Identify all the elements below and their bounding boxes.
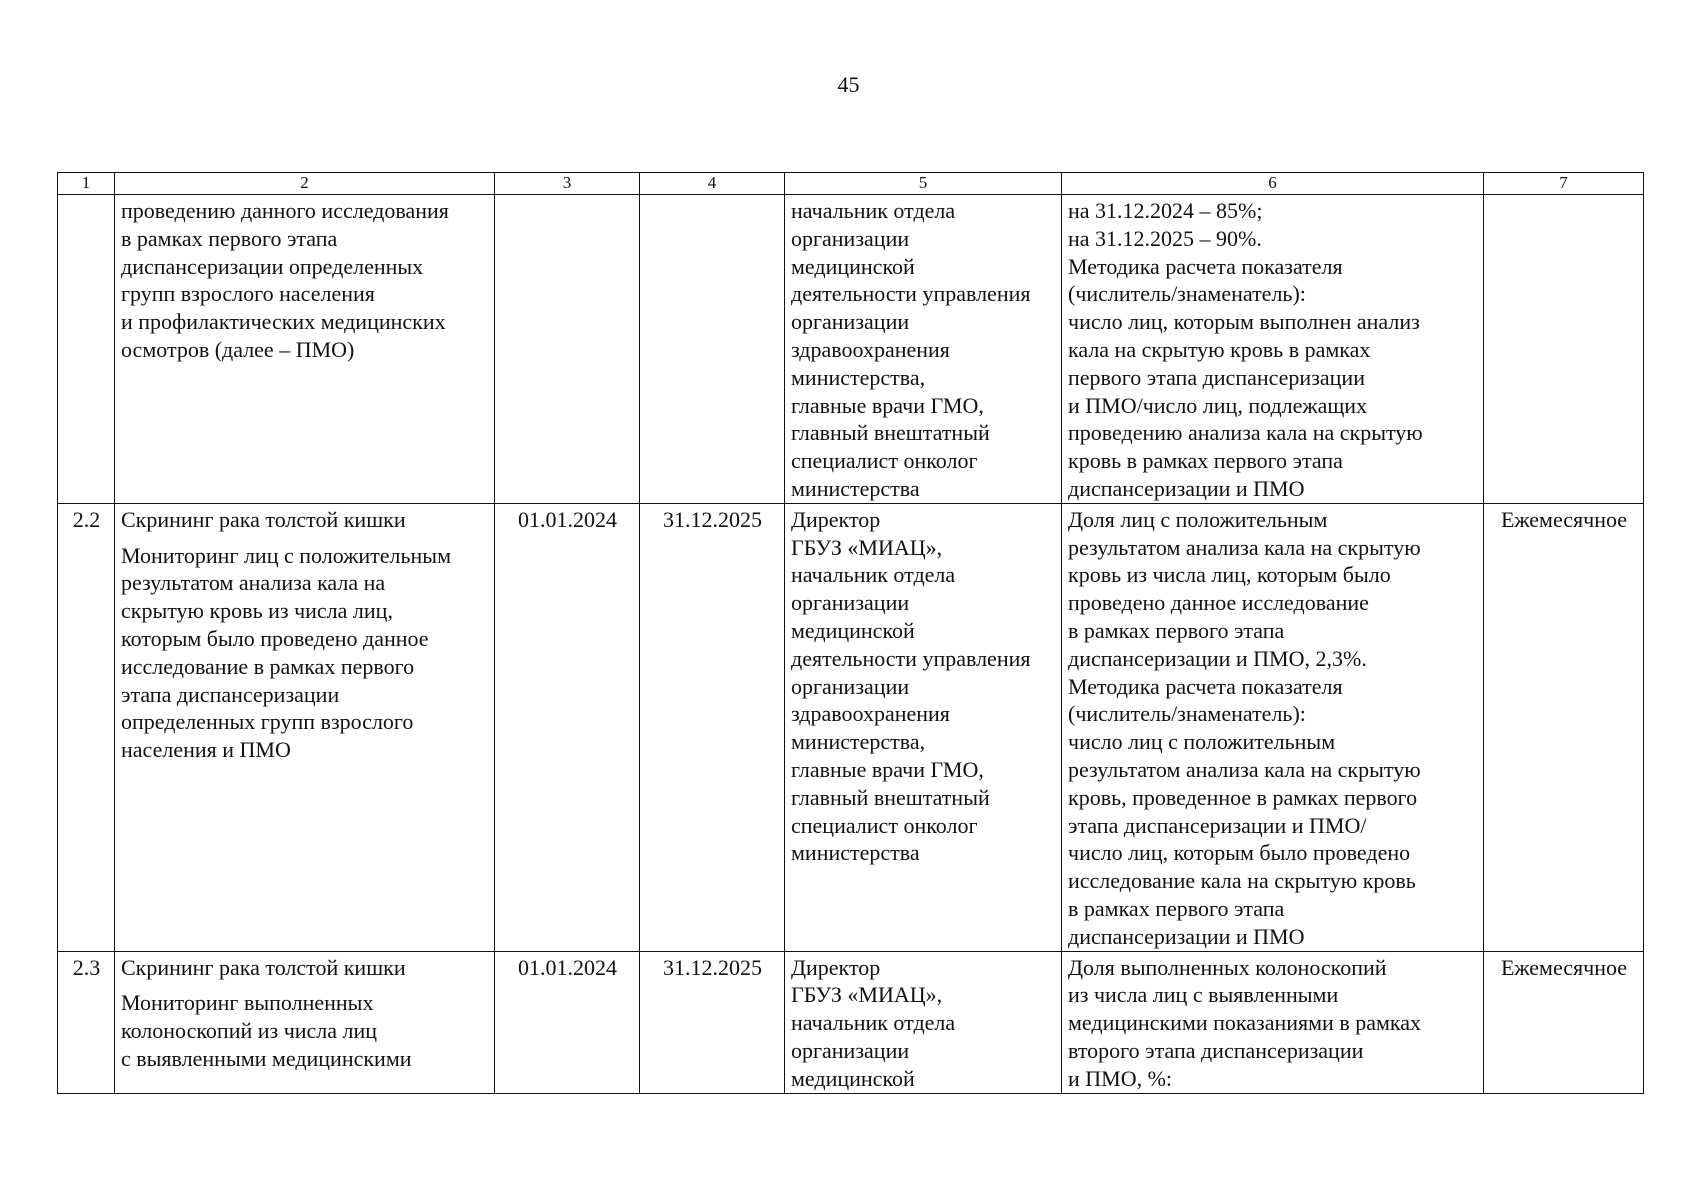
item-number-cell bbox=[58, 503, 115, 951]
description-line: проведению данного исследования bbox=[121, 198, 449, 223]
responsible-line: деятельности управления bbox=[791, 645, 1031, 671]
indicator-line: Методика расчета показателя bbox=[1068, 673, 1343, 699]
item-title: Скрининг рака толстой кишки bbox=[121, 954, 406, 980]
responsible-line: специалист онколог bbox=[791, 448, 978, 474]
plan-table bbox=[57, 172, 1644, 1094]
indicator-line: на 31.12.2025 – 90%. bbox=[1068, 225, 1262, 251]
table-row bbox=[58, 951, 1644, 1093]
responsible-line: главный внештатный bbox=[791, 420, 990, 446]
indicator-line: из числа лиц с выявленными bbox=[1068, 982, 1339, 1008]
start-date: 01.01.2024 bbox=[518, 954, 617, 980]
column-number-header: 5 bbox=[785, 173, 1062, 195]
frequency: Ежемесячное bbox=[1500, 506, 1628, 532]
responsible-line: начальник отдела bbox=[791, 1010, 956, 1036]
responsible-cell bbox=[785, 503, 1062, 951]
responsible-line: министерства bbox=[791, 840, 920, 866]
responsible-line: организации bbox=[791, 673, 910, 699]
indicator-line: на 31.12.2024 – 85%; bbox=[1068, 198, 1263, 223]
description-line: осмотров (далее – ПМО) bbox=[121, 336, 355, 362]
column-number-header: 4 bbox=[640, 173, 785, 195]
responsible-line: организации bbox=[791, 1037, 910, 1063]
description-line: скрытую кровь из числа лиц, bbox=[121, 598, 393, 624]
responsible-line: организации bbox=[791, 225, 910, 251]
indicator-line: Доля выполненных колоноскопий bbox=[1068, 954, 1387, 980]
indicator-cell bbox=[1062, 503, 1484, 951]
description-line: в рамках первого этапа bbox=[121, 225, 338, 251]
end-date-cell bbox=[640, 195, 785, 504]
item-title: Скрининг рака толстой кишки bbox=[121, 506, 406, 532]
description-line: результатом анализа кала на bbox=[121, 570, 386, 596]
indicator-line: (числитель/знаменатель): bbox=[1068, 701, 1306, 727]
description-line: с выявленными медицинскими bbox=[121, 1045, 412, 1071]
indicator-line: (числитель/знаменатель): bbox=[1068, 281, 1306, 307]
frequency-cell bbox=[1484, 951, 1644, 1093]
description-line: колоноскопий из числа лиц bbox=[121, 1018, 378, 1044]
indicator-line: Методика расчета показателя bbox=[1068, 253, 1343, 279]
indicator-line: результатом анализа кала на скрытую bbox=[1068, 756, 1421, 782]
responsible-cell bbox=[785, 195, 1062, 504]
responsible-line: начальник отдела bbox=[791, 198, 956, 223]
indicator-line: кровь в рамках первого этапа bbox=[1068, 448, 1343, 474]
responsible-line: министерства bbox=[791, 475, 920, 501]
paragraph-gap bbox=[121, 534, 489, 542]
indicator-line: диспансеризации и ПМО bbox=[1068, 475, 1305, 501]
indicator-line: исследование кала на скрытую кровь bbox=[1068, 868, 1416, 894]
indicator-line: Доля лиц с положительным bbox=[1068, 506, 1328, 532]
responsible-line: медицинской bbox=[791, 617, 915, 643]
description-line: диспансеризации определенных bbox=[121, 253, 424, 279]
description-line: исследование в рамках первого bbox=[121, 653, 415, 679]
indicator-line: в рамках первого этапа bbox=[1068, 895, 1285, 921]
description-line: групп взрослого населения bbox=[121, 281, 375, 307]
frequency-cell bbox=[1484, 195, 1644, 504]
item-number: 2.3 bbox=[72, 954, 101, 980]
responsible-line: министерства, bbox=[791, 729, 926, 755]
end-date-cell bbox=[640, 503, 785, 951]
end-date-cell bbox=[640, 951, 785, 1093]
indicator-line: и ПМО, %: bbox=[1068, 1065, 1173, 1091]
indicator-line: кровь, проведенное в рамках первого bbox=[1068, 784, 1418, 810]
responsible-line: ГБУЗ «МИАЦ», bbox=[791, 982, 943, 1008]
responsible-line: Директор bbox=[791, 506, 881, 532]
responsible-line: главные врачи ГМО, bbox=[791, 392, 984, 418]
description-cell bbox=[115, 195, 495, 504]
responsible-line: главные врачи ГМО, bbox=[791, 756, 984, 782]
start-date-cell bbox=[495, 503, 640, 951]
responsible-line: здравоохранения bbox=[791, 336, 950, 362]
description-line: Мониторинг выполненных bbox=[121, 990, 374, 1016]
indicator-cell bbox=[1062, 195, 1484, 504]
responsible-cell bbox=[785, 951, 1062, 1093]
indicator-line: диспансеризации и ПМО bbox=[1068, 923, 1305, 949]
description-line: населения и ПМО bbox=[121, 737, 291, 763]
responsible-line: медицинской bbox=[791, 253, 915, 279]
table-row bbox=[58, 195, 1644, 504]
description-line: и профилактических медицинских bbox=[121, 309, 446, 335]
indicator-line: и ПМО/число лиц, подлежащих bbox=[1068, 392, 1368, 418]
responsible-line: здравоохранения bbox=[791, 701, 950, 727]
column-number-header: 7 bbox=[1484, 173, 1644, 195]
indicator-line: медицинскими показаниями в рамках bbox=[1068, 1010, 1422, 1036]
description-cell bbox=[115, 503, 495, 951]
indicator-line: диспансеризации и ПМО, 2,3%. bbox=[1068, 645, 1367, 671]
responsible-line: специалист онколог bbox=[791, 812, 978, 838]
indicator-line: число лиц с положительным bbox=[1068, 729, 1336, 755]
indicator-line: проведению анализа кала на скрытую bbox=[1068, 420, 1423, 446]
indicator-line: кала на скрытую кровь в рамках bbox=[1068, 336, 1371, 362]
responsible-line: главный внештатный bbox=[791, 784, 990, 810]
indicator-line: число лиц, которым выполнен анализ bbox=[1068, 309, 1420, 335]
column-number-header: 1 bbox=[58, 173, 115, 195]
item-number-cell bbox=[58, 951, 115, 1093]
responsible-line: Директор bbox=[791, 954, 881, 980]
responsible-line: деятельности управления bbox=[791, 281, 1031, 307]
end-date: 31.12.2025 bbox=[663, 506, 762, 532]
page-number: 45 bbox=[837, 72, 860, 97]
responsible-line: организации bbox=[791, 309, 910, 335]
column-number-header: 3 bbox=[495, 173, 640, 195]
responsible-line: начальник отдела bbox=[791, 562, 956, 588]
start-date-cell bbox=[495, 195, 640, 504]
paragraph-gap bbox=[121, 981, 489, 989]
frequency: Ежемесячное bbox=[1500, 954, 1628, 980]
end-date: 31.12.2025 bbox=[663, 954, 762, 980]
indicator-line: этапа диспансеризации и ПМО/ bbox=[1068, 812, 1367, 838]
description-line: Мониторинг лиц с положительным bbox=[121, 542, 451, 568]
responsible-line: организации bbox=[791, 590, 910, 616]
indicator-line: результатом анализа кала на скрытую bbox=[1068, 534, 1421, 560]
indicator-line: кровь из числа лиц, которым было bbox=[1068, 562, 1391, 588]
indicator-line: в рамках первого этапа bbox=[1068, 617, 1285, 643]
description-line: этапа диспансеризации bbox=[121, 681, 340, 707]
description-line: определенных групп взрослого bbox=[121, 709, 414, 735]
description-cell bbox=[115, 951, 495, 1093]
description-line: которым было проведено данное bbox=[121, 625, 429, 651]
frequency-cell bbox=[1484, 503, 1644, 951]
indicator-line: второго этапа диспансеризации bbox=[1068, 1037, 1364, 1063]
column-number-header: 6 bbox=[1062, 173, 1484, 195]
indicator-line: проведено данное исследование bbox=[1068, 590, 1369, 616]
start-date: 01.01.2024 bbox=[518, 506, 617, 532]
responsible-line: министерства, bbox=[791, 364, 926, 390]
item-number-cell bbox=[58, 195, 115, 504]
start-date-cell bbox=[495, 951, 640, 1093]
column-number-header: 2 bbox=[115, 173, 495, 195]
responsible-line: медицинской bbox=[791, 1065, 915, 1091]
item-number: 2.2 bbox=[72, 506, 101, 532]
indicator-line: первого этапа диспансеризации bbox=[1068, 364, 1365, 390]
indicator-cell bbox=[1062, 951, 1484, 1093]
table-row bbox=[58, 503, 1644, 951]
column-number-row bbox=[58, 173, 1644, 195]
responsible-line: ГБУЗ «МИАЦ», bbox=[791, 534, 943, 560]
indicator-line: число лиц, которым было проведено bbox=[1068, 840, 1411, 866]
